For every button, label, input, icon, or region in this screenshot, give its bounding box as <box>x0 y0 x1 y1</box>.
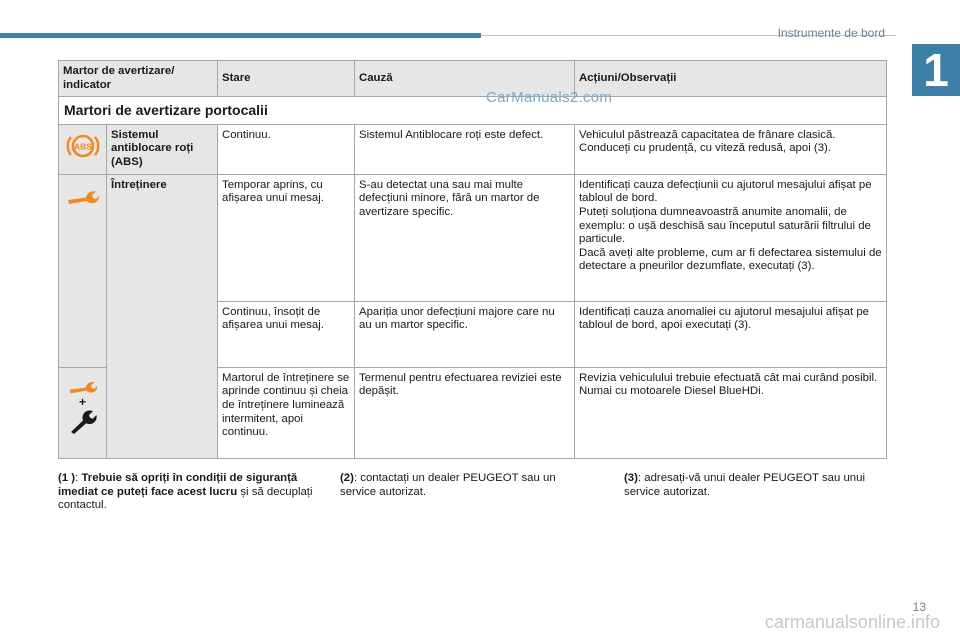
wrench-icon <box>66 189 100 207</box>
footnote-1-colon: : <box>75 472 82 484</box>
service-cause-2: Apariția unor defecțiuni majore care nu au un martor specific. <box>355 301 575 367</box>
plus-sign: + <box>78 394 86 409</box>
service-name: Întreținere <box>107 174 218 458</box>
service-state-1: Temporar aprins, cu afișarea unui mesaj. <box>218 174 355 301</box>
service-icon-cell <box>59 174 107 367</box>
footnote-3-ref: (3) <box>624 472 638 484</box>
abs-warning-icon <box>66 131 100 161</box>
table-row <box>59 124 887 174</box>
abs-state: Continuu. <box>218 124 355 174</box>
section-heading-row <box>59 97 887 125</box>
wrench-icon <box>66 380 100 396</box>
service-action-1: Identificați cauza defecțiunii cu ajutorul mesajului afișat pe tabloul de bord. Puteți soluționa dumneavoastră anumite anomalii, de exemplu: o ușă deschisă sau începutul saturării filtrului de particule. Dacă aveți alte probleme, cum ar fi defectarea sistemului de detectare a pneurilor dezumflate, executați (3). <box>575 174 887 301</box>
column-header-actions: Acțiuni/Observații <box>575 61 887 97</box>
abs-cause: Sistemul Antiblocare roți este defect. <box>355 124 575 174</box>
bottom-watermark: carmanualsonline.info <box>764 612 940 632</box>
table-header-row <box>59 61 887 97</box>
warning-lights-table <box>58 60 887 459</box>
footnote-3-text: : adresați-vă unui dealer PEUGEOT sau unui service autorizat. <box>624 472 866 498</box>
service-action-2: Identificați cauza anomaliei cu ajutorul mesajului afișat pe tabloul de bord, apoi executați (3). <box>575 301 887 367</box>
header-accent-bar <box>0 33 481 38</box>
service-action-3: Revizia vehiculului trebuie efectuată cât mai curând posibil. Numai cu motoarele Diesel BlueHDi. <box>575 367 887 458</box>
footnote-2-text: : contactați un dealer PEUGEOT sau un service autorizat. <box>340 472 556 498</box>
svg-text:ABS: ABS <box>73 141 92 152</box>
service-cause-3: Termenul pentru efectuarea reviziei este depășit. <box>355 367 575 458</box>
column-header-cause: Cauză <box>355 61 575 97</box>
abs-action: Vehiculul păstrează capacitatea de frânare clasică. Conduceți cu prudență, cu viteză redusă, apoi (3). <box>575 124 887 174</box>
service-key-icon <box>68 409 98 435</box>
footnote-1-rest: și să decuplați contactul. <box>58 485 313 512</box>
service-state-2: Continuu, însoțit de afișarea unui mesaj. <box>218 301 355 367</box>
service-due-icon-cell <box>59 367 107 458</box>
footnote-2-ref: (2) <box>340 472 354 484</box>
abs-icon-cell <box>59 124 107 174</box>
table-row <box>59 174 887 301</box>
page-number: 13 <box>912 600 926 614</box>
abs-name: Sistemul antiblocare roți (ABS) <box>107 124 218 174</box>
chapter-tab: 1 <box>912 44 960 96</box>
footnote-1-ref: (1 ) <box>58 472 76 484</box>
service-due-icons <box>63 380 102 435</box>
watermark: CarManuals2.com <box>486 89 613 106</box>
footnote-3 <box>624 472 889 499</box>
footnote-2 <box>340 472 590 499</box>
footnote-1-bold: Trebuie să opriți în condiții de siguranță imediat ce puteți face acest lucru <box>58 472 298 498</box>
column-header-state: Stare <box>218 61 355 97</box>
section-heading: Martori de avertizare portocalii <box>59 97 887 125</box>
service-cause-1: S-au detectat una sau mai multe defecțiuni minore, fără un martor de avertizare specific. <box>355 174 575 301</box>
footnote-1 <box>58 472 328 513</box>
column-header-indicator: Martor de avertizare/ indicator <box>59 61 218 97</box>
service-state-3: Martorul de întreținere se aprinde continuu și cheia de întreținere luminează intermitent, apoi continuu. <box>218 367 355 458</box>
section-title: Instrumente de bord <box>777 26 885 40</box>
